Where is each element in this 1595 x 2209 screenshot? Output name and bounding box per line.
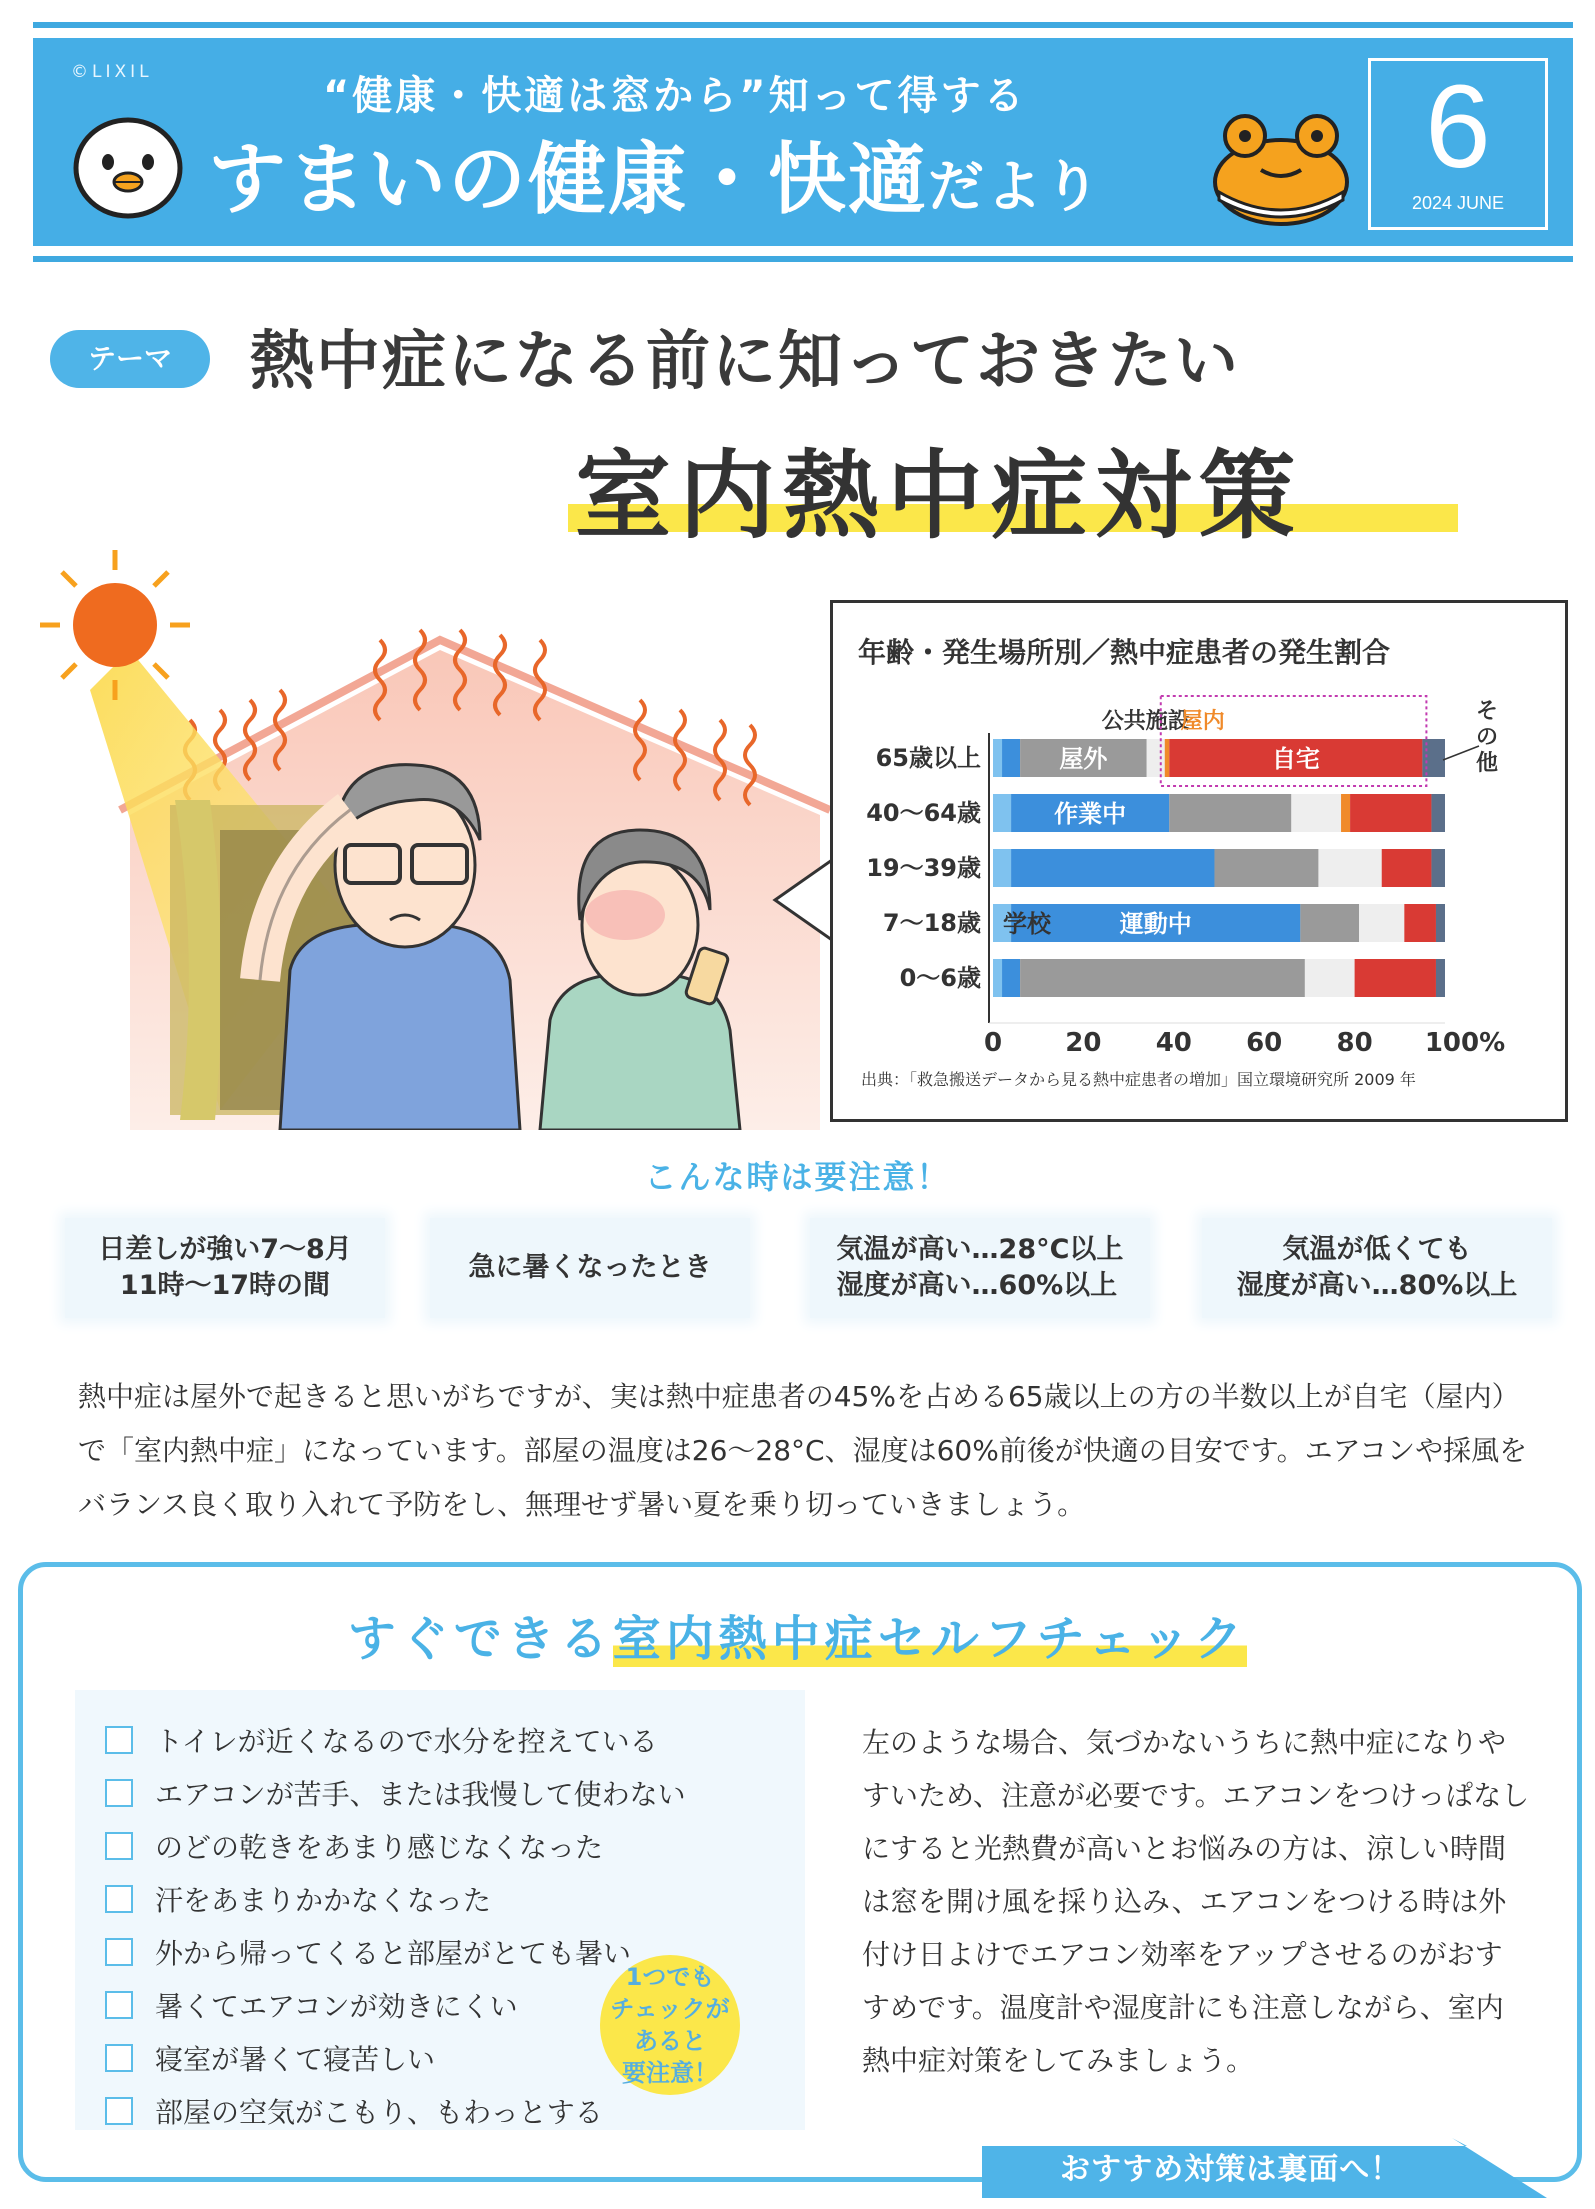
header-title-main: すまいの健康・快適 <box>208 135 929 225</box>
bar-segment <box>1169 794 1291 832</box>
bar-segment <box>993 959 1002 997</box>
bar-segment <box>1147 739 1165 777</box>
heatstroke-illustration <box>20 510 830 1130</box>
caution-text: 急に暑くなったとき <box>468 1252 712 1283</box>
checklist-item[interactable] <box>105 1930 631 1974</box>
warning-badge-line: あると <box>634 2027 706 2055</box>
bar-segment <box>1002 739 1020 777</box>
label-public-facility: 公共施設 <box>1101 709 1190 734</box>
next-page-link[interactable]: おすすめ対策は裏面へ！ <box>1060 2152 1402 2187</box>
x-tick-label: 0 <box>983 1028 1003 1058</box>
category-label: 65歳以上 <box>875 744 981 772</box>
chart-source: 出典：「救急搬送データから見る熱中症患者の増加」国立環境研究所 2009 年 <box>861 1070 1416 1089</box>
checklist-item-label: トイレが近くなるので水分を控えている <box>155 1725 658 1758</box>
caution-text: 湿度が高い…60%以上 <box>836 1270 1118 1301</box>
bar-segment <box>1359 904 1404 942</box>
warning-badge-line: 1つでも <box>625 1963 715 1991</box>
checklist-item[interactable] <box>105 2089 603 2133</box>
checklist-item[interactable] <box>105 1771 686 1815</box>
header-title <box>208 117 1102 229</box>
warning-badge-line: 要注意！ <box>622 2059 718 2087</box>
checklist-item[interactable] <box>105 1718 658 1762</box>
theme-title: 室内熱中症対策 <box>575 440 1303 552</box>
bar-segment <box>1382 849 1432 887</box>
category-label: 7〜18歳 <box>882 909 981 937</box>
warning-badge <box>600 1955 740 2095</box>
category-label: 40〜64歳 <box>866 799 981 827</box>
issue-month-box <box>1368 58 1548 230</box>
checkbox-icon[interactable] <box>105 1726 133 1754</box>
segment-label: 自宅 <box>1271 745 1320 773</box>
intro-paragraph: 熱中症は屋外で起きると思いがちですが、実は熱中症患者の45%を占める65歳以上の方の半数以上が自宅（屋内）で「室内熱中症」になっています。部屋の温度は26〜28°C、湿度は60%前後が快適の目安です。エアコンや採風をバランス良く取り入れて予防をし、無理せず暑い夏を乗り切っていきましょう。 <box>78 1380 1528 1521</box>
bar-segment <box>1300 904 1359 942</box>
self-check-title-highlight: 室内熱中症セルフチェック <box>612 1611 1248 1667</box>
caution-card-sudden-heat <box>430 1218 750 1318</box>
checklist-item-label: 暑くてエアコンが効きにくい <box>155 1990 518 2023</box>
checklist-item[interactable] <box>105 2036 435 2080</box>
checkbox-icon[interactable] <box>105 1885 133 1913</box>
checkbox-icon[interactable] <box>105 1991 133 2019</box>
checklist-item-label: 部屋の空気がこもり、もわっとする <box>155 2096 603 2129</box>
checkbox-icon[interactable] <box>105 1779 133 1807</box>
caution-card-high-temp <box>810 1218 1150 1318</box>
issue-month: 6 <box>1425 61 1491 193</box>
checkbox-icon[interactable] <box>105 1832 133 1860</box>
x-tick-label: 100% <box>1424 1028 1506 1058</box>
label-indoor: 屋内 <box>1180 709 1225 734</box>
checklist-item-label: エアコンが苦手、または我慢して使わない <box>155 1778 686 1811</box>
x-tick-label: 60 <box>1246 1028 1283 1058</box>
bar-segment <box>993 739 1002 777</box>
x-tick-label: 80 <box>1336 1028 1373 1058</box>
checklist-item[interactable] <box>105 1824 603 1868</box>
theme-badge: テーマ <box>50 330 210 388</box>
header-banner <box>33 22 1573 262</box>
caution-text: 日差しが強い7〜8月 <box>98 1234 352 1265</box>
issue-date: 2024 JUNE <box>1411 193 1505 213</box>
caution-heading: こんな時は要注意！ <box>644 1158 951 1196</box>
bar-segment <box>1020 959 1305 997</box>
bar-segment <box>1214 849 1318 887</box>
advice-paragraph: 左のような場合、気づかないうちに熱中症になりやすいため、注意が必要です。エアコンをつけっぱなしにすると光熱費が高いとお悩みの方は、涼しい時間は窓を開け風を採り込み、エアコンをつける時は外付け日よけでエアコン効率をアップさせるのがおすすめです。温度計や湿度計にも注意しながら、室内熱中症対策をしてみましょう。 <box>862 1726 1530 2077</box>
checklist-item-label: のどの乾きをあまり感じなくなった <box>155 1831 604 1864</box>
segment-label: 作業中 <box>1054 800 1127 828</box>
bird-mascot-icon <box>73 110 183 220</box>
bar-segment <box>1431 794 1445 832</box>
bar-segment <box>1355 959 1436 997</box>
stacked-bar-chart <box>833 603 1565 1119</box>
checkbox-icon[interactable] <box>105 2044 133 2072</box>
self-check-title <box>0 1600 1595 1669</box>
frog-mascot-icon <box>1211 110 1351 228</box>
checkbox-icon[interactable] <box>105 1938 133 1966</box>
caution-text: 気温が低くても <box>1282 1234 1472 1265</box>
bar-segment <box>1436 904 1445 942</box>
bar-segment <box>1165 739 1170 777</box>
category-label: 0〜6歳 <box>899 964 981 992</box>
bar-segment <box>1011 849 1214 887</box>
bar-segment <box>993 794 1011 832</box>
bar-segment <box>1436 959 1445 997</box>
chart-title: 年齢・発生場所別／熱中症患者の発生割合 <box>858 636 1391 669</box>
bar-segment <box>1404 904 1436 942</box>
header-bottom-stripe <box>33 256 1573 262</box>
checklist-item-label: 汗をあまりかかなくなった <box>155 1884 492 1917</box>
warning-badge-line: チェックが <box>610 1995 730 2023</box>
bar-segment <box>1291 794 1341 832</box>
bar-segment <box>1350 794 1431 832</box>
x-tick-label: 40 <box>1155 1028 1192 1058</box>
x-tick-label: 20 <box>1065 1028 1102 1058</box>
segment-label: 屋外 <box>1059 745 1108 773</box>
checklist-item-label: 外から帰ってくると部屋がとても暑い <box>155 1937 632 1970</box>
header-top-stripe <box>33 22 1573 28</box>
caution-text: 11時〜17時の間 <box>119 1270 331 1301</box>
caution-card-sun <box>65 1218 385 1318</box>
checklist-item-label: 寝室が暑くて寝苦しい <box>155 2043 436 2076</box>
bar-segment <box>1341 794 1350 832</box>
caution-text: 気温が高い…28°C以上 <box>836 1234 1124 1265</box>
caution-card-high-humidity <box>1202 1218 1552 1318</box>
label-other: の <box>1475 725 1499 750</box>
bar-segment <box>1318 849 1381 887</box>
bar-segment <box>1305 959 1355 997</box>
bar-segment <box>1431 849 1445 887</box>
theme-heading: 熱中症になる前に知っておきたい <box>250 325 1240 399</box>
header-title-small: だより <box>928 155 1103 220</box>
header-subtitle: “健康・快適は窓から”知って得する <box>323 73 1027 119</box>
other-pointer-line <box>1443 746 1479 760</box>
checklist-item[interactable] <box>105 1983 518 2027</box>
copyright-text: ©LIXIL <box>71 62 153 82</box>
self-check-title-prefix: すぐできる <box>347 1611 613 1667</box>
segment-label: 学校 <box>1003 910 1051 938</box>
segment-label: 運動中 <box>1119 910 1192 938</box>
caution-text: 湿度が高い…80%以上 <box>1236 1270 1518 1301</box>
checkbox-icon[interactable] <box>105 2097 133 2125</box>
category-label: 19〜39歳 <box>866 854 981 882</box>
bar-segment <box>1002 959 1020 997</box>
heatstroke-chart-panel <box>830 600 1568 1122</box>
label-other: 他 <box>1475 751 1499 776</box>
label-other: そ <box>1475 699 1499 724</box>
bar-segment <box>993 849 1011 887</box>
checklist-item[interactable] <box>105 1877 491 1921</box>
